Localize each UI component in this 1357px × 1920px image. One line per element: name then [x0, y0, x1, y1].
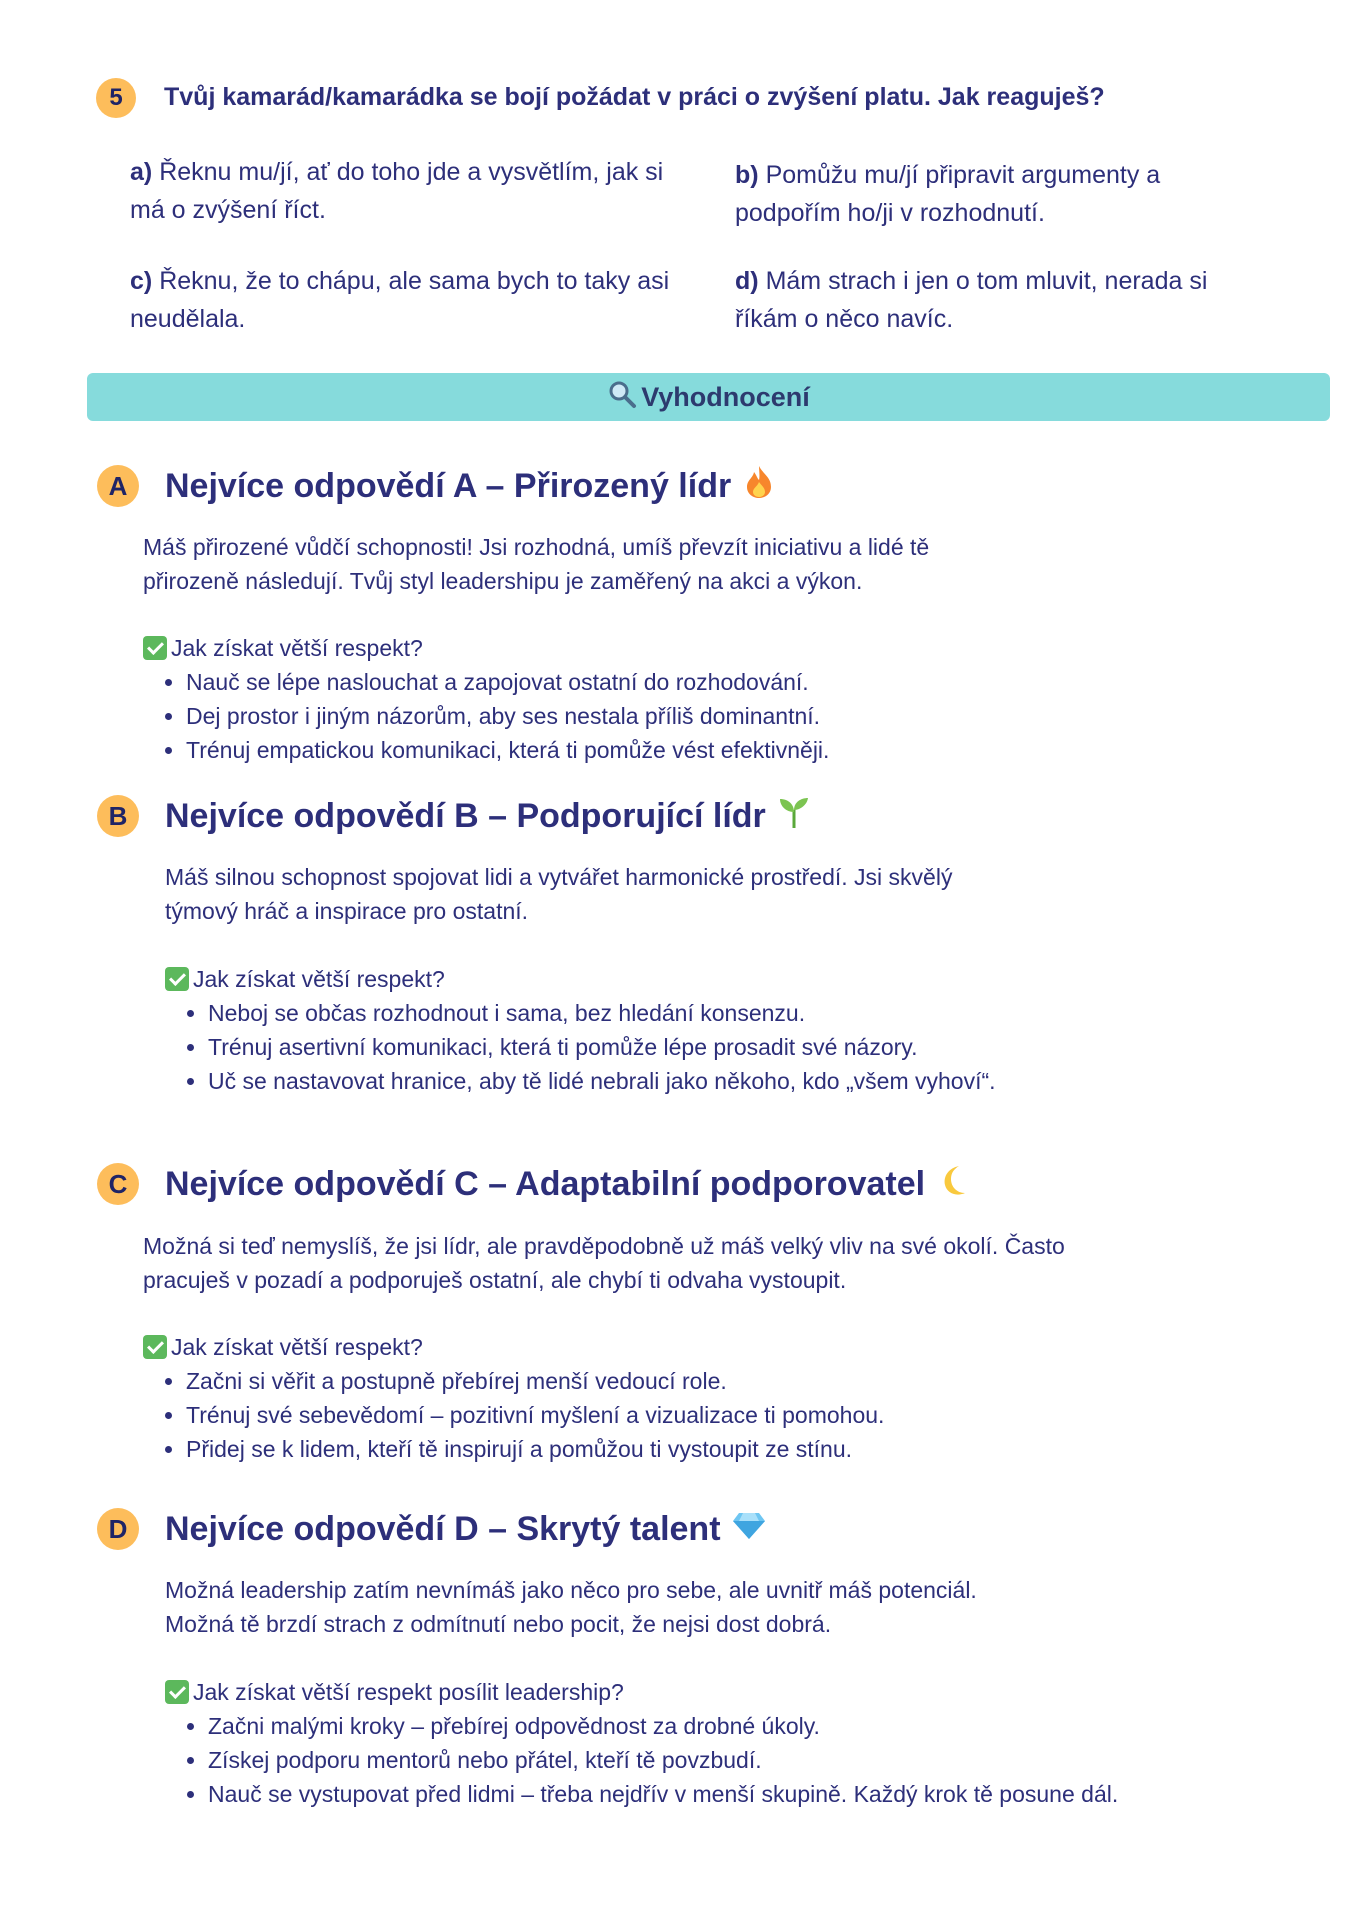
checkmark-icon: [143, 1335, 167, 1359]
list-item: • Trénuj empatickou komunikaci, která ti pomůže vést efektivněji.: [186, 733, 829, 767]
result-a-badge: A: [97, 465, 139, 507]
option-d-letter: d): [735, 267, 759, 295]
result-a-description-line: přirozeně následují. Tvůj styl leadershipu je zaměřený na akci a výkon.: [143, 568, 863, 594]
result-c-description-line: pracuješ v pozadí a podporuješ ostatní, ale chybí ti odvaha vystoupit.: [143, 1267, 847, 1293]
result-d-description-line: Možná tě brzdí strach z odmítnutí nebo pocit, že nejsi dost dobrá.: [165, 1611, 832, 1637]
result-c-tips-heading-row: [143, 1330, 423, 1364]
checkmark-icon: [165, 967, 189, 991]
list-item: • Neboj se občas rozhodnout i sama, bez hledání konsenzu.: [208, 996, 996, 1030]
result-c-title-row: [165, 1162, 971, 1207]
result-b-tips-heading-row: [165, 962, 445, 996]
checkmark-icon: [143, 636, 167, 660]
result-a-tips-heading-row: [143, 631, 423, 665]
list-item: • Dej prostor i jiným názorům, aby ses nestala příliš dominantní.: [186, 699, 829, 733]
evaluation-title: Vyhodnocení: [641, 381, 810, 412]
result-c-tips-list: [143, 1364, 884, 1466]
result-a-tips-list: [143, 665, 829, 767]
fire-icon: [741, 464, 777, 509]
option-b: [735, 156, 1235, 232]
question-number-badge: 5: [96, 78, 136, 118]
result-c-tips-heading: Jak získat větší respekt?: [171, 1334, 423, 1360]
result-c-description-line: Možná si teď nemyslíš, že jsi lídr, ale pravděpodobně už máš velký vliv na své okolí. Často: [143, 1233, 1065, 1259]
option-c-text: Řeknu, že to chápu, ale sama bych to taky asi neudělala.: [130, 267, 670, 333]
result-b-title-row: [165, 794, 812, 839]
list-item: • Nauč se vystupovat před lidmi – třeba nejdřív v menší skupině. Každý krok tě posune dál.: [208, 1777, 1128, 1811]
evaluation-banner: [87, 373, 1330, 421]
option-a-letter: a): [130, 158, 153, 186]
list-item: • Získej podporu mentorů nebo přátel, kteří tě povzbudí.: [208, 1743, 1128, 1777]
list-item: • Nauč se lépe naslouchat a zapojovat ostatní do rozhodování.: [186, 665, 829, 699]
crescent-moon-icon: [935, 1162, 971, 1207]
result-d-badge: D: [97, 1508, 139, 1550]
gem-icon: [731, 1507, 767, 1552]
result-b-description-line: týmový hráč a inspirace pro ostatní.: [165, 898, 529, 924]
list-item: • Začni malými kroky – přebírej odpovědnost za drobné úkoly.: [208, 1709, 1128, 1743]
result-a-tips-heading: Jak získat větší respekt?: [171, 635, 423, 661]
result-d-description-line: Možná leadership zatím nevnímáš jako něco pro sebe, ale uvnitř máš potenciál.: [165, 1577, 977, 1603]
result-b-title: Nejvíce odpovědí B – Podporující lídr: [165, 797, 766, 835]
option-d-text: Mám strach i jen o tom mluvit, nerada si říkám o něco navíc.: [735, 267, 1208, 333]
checkmark-icon: [165, 1680, 189, 1704]
option-b-text: Pomůžu mu/jí připravit argumenty a podpořím ho/ji v rozhodnutí.: [735, 161, 1161, 227]
result-d-title: Nejvíce odpovědí D – Skrytý talent: [165, 1510, 721, 1548]
result-a-title-row: [165, 464, 777, 509]
result-b-badge: B: [97, 795, 139, 837]
magnifier-icon: [607, 379, 637, 416]
option-b-letter: b): [735, 161, 759, 189]
result-b-description-line: Máš silnou schopnost spojovat lidi a vytvářet harmonické prostředí. Jsi skvělý: [165, 864, 953, 890]
option-c-letter: c): [130, 267, 153, 295]
result-a-description: [143, 530, 929, 598]
result-c-badge: C: [97, 1163, 139, 1205]
question-text: Tvůj kamarád/kamarádka se bojí požádat v práci o zvýšení platu. Jak reaguješ?: [164, 83, 1105, 111]
result-a-description-line: Máš přirozené vůdčí schopnosti! Jsi rozhodná, umíš převzít iniciativu a lidé tě: [143, 534, 930, 560]
option-d: [735, 262, 1275, 338]
result-d-title-row: [165, 1507, 767, 1552]
result-d-tips-heading: Jak získat větší respekt posílit leadership?: [193, 1679, 624, 1705]
result-c-description: [143, 1229, 1065, 1297]
option-a: [130, 153, 690, 229]
result-d-tips-heading-row: [165, 1675, 624, 1709]
list-item: • Přidej se k lidem, kteří tě inspirují a pomůžou ti vystoupit ze stínu.: [186, 1432, 884, 1466]
result-d-tips-list: [165, 1709, 1128, 1811]
result-a-title: Nejvíce odpovědí A – Přirozený lídr: [165, 467, 732, 505]
list-item: • Začni si věřit a postupně přebírej menší vedoucí role.: [186, 1364, 884, 1398]
list-item: • Uč se nastavovat hranice, aby tě lidé nebrali jako někoho, kdo „všem vyhoví“.: [208, 1064, 996, 1098]
result-c-title: Nejvíce odpovědí C – Adaptabilní podporovatel: [165, 1165, 926, 1203]
seedling-icon: [776, 794, 812, 839]
list-item: • Trénuj své sebevědomí – pozitivní myšlení a vizualizace ti pomohou.: [186, 1398, 884, 1432]
result-b-tips-list: [165, 996, 996, 1098]
result-d-description: [165, 1573, 977, 1641]
list-item: • Trénuj asertivní komunikaci, která ti pomůže lépe prosadit své názory.: [208, 1030, 996, 1064]
result-b-description: [165, 860, 952, 928]
option-a-text: Řeknu mu/jí, ať do toho jde a vysvětlím, jak si má o zvýšení říct.: [130, 158, 664, 224]
result-b-tips-heading: Jak získat větší respekt?: [193, 966, 445, 992]
option-c: [130, 262, 700, 338]
